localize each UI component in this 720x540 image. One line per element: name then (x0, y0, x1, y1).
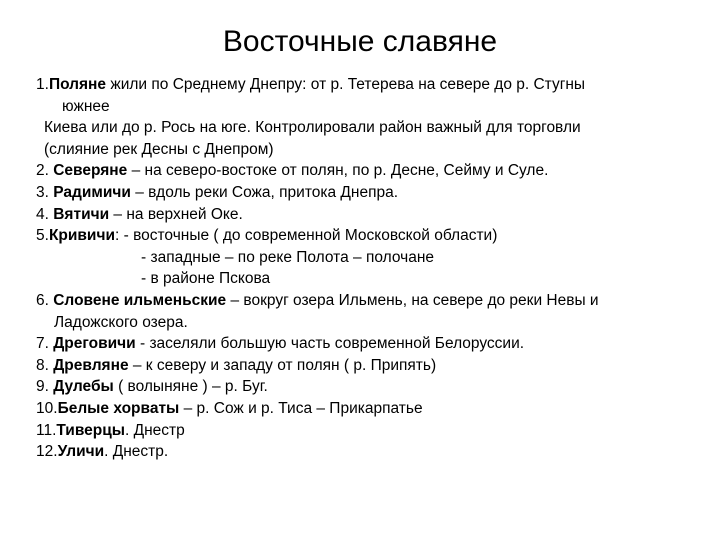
list-item-continuation: - западные – по реке Полота – полочане (141, 248, 434, 266)
tribe-name: Словене ильменьские (53, 291, 227, 309)
item-text: . Днестр. (104, 443, 169, 461)
list-item-ulichi (36, 441, 708, 463)
item-number: 1. (36, 76, 49, 93)
tribes-list (36, 74, 708, 463)
item-text: . Днестр (125, 421, 185, 439)
item-text: – на северо-востоке от полян, по р. Десне, Сейму и Суле. (127, 162, 549, 180)
list-item-polyane (36, 74, 708, 96)
item-text: жили по Среднему Днепру: от р. Тетерева на севере до р. Стугны (106, 76, 586, 93)
tribe-name: Дреговичи (53, 335, 136, 353)
list-item-continuation: южнее (62, 97, 110, 115)
list-item-krivichi (36, 225, 708, 247)
tribe-name: Дулебы (53, 378, 114, 396)
item-number: 10. (36, 399, 58, 417)
item-text: – к северу и западу от полян ( р. Припять) (128, 356, 437, 374)
list-item-severyane (36, 160, 708, 182)
item-number: 9. (36, 378, 54, 396)
item-text: ( волыняне ) – р. Буг. (113, 378, 268, 396)
item-text: – на верхней Оке. (109, 205, 243, 223)
tribe-name: Древляне (53, 356, 129, 374)
item-number: 8. (36, 356, 54, 374)
tribe-name: Белые хорваты (57, 399, 180, 417)
list-item-continuation: - в районе Пскова (141, 270, 271, 288)
item-number: 7. (36, 335, 54, 353)
item-text: : - восточные ( до современной Московской области) (114, 227, 498, 245)
list-item-tivertsy (36, 420, 708, 442)
list-item-continuation: (слияние рек Десны с Днепром) (44, 140, 274, 158)
item-number: 12. (36, 443, 58, 461)
item-number: 2. (36, 162, 54, 180)
tribe-name: Поляне (48, 76, 107, 93)
tribe-name: Радимичи (53, 183, 131, 201)
list-item-drevlyane (36, 355, 708, 377)
tribe-name: Северяне (53, 162, 128, 180)
tribe-name: Вятичи (53, 205, 110, 223)
list-item-radimichi (36, 182, 708, 204)
tribe-name: Тиверцы (56, 421, 125, 439)
tribe-name: Кривичи (48, 227, 115, 245)
item-text: – р. Сож и р. Тиса – Прикарпатье (179, 399, 423, 417)
item-text: - заселяли большую часть современной Белоруссии. (135, 335, 525, 353)
list-item-continuation: Ладожского озера. (54, 313, 188, 331)
list-item-vyatichi (36, 204, 708, 226)
item-text: – вдоль реки Сожа, притока Днепра. (130, 183, 399, 201)
list-item-duleby (36, 376, 708, 398)
slide-title: Восточные славяне (222, 25, 498, 58)
item-number: 4. (36, 205, 54, 223)
list-item-belye-khorvaty (36, 398, 708, 420)
item-text: – вокруг озера Ильмень, на севере до реки Невы и (226, 291, 599, 309)
item-number: 11. (36, 421, 57, 439)
tribe-name: Уличи (57, 443, 105, 461)
item-number: 3. (36, 183, 54, 201)
list-item-slovene (36, 290, 708, 312)
item-number: 5. (36, 227, 49, 245)
list-item-continuation: Киева или до р. Рось на юге. Контролировали район важный для торговли (44, 119, 581, 137)
list-item-dregovichi (36, 333, 708, 355)
item-number: 6. (36, 291, 54, 309)
